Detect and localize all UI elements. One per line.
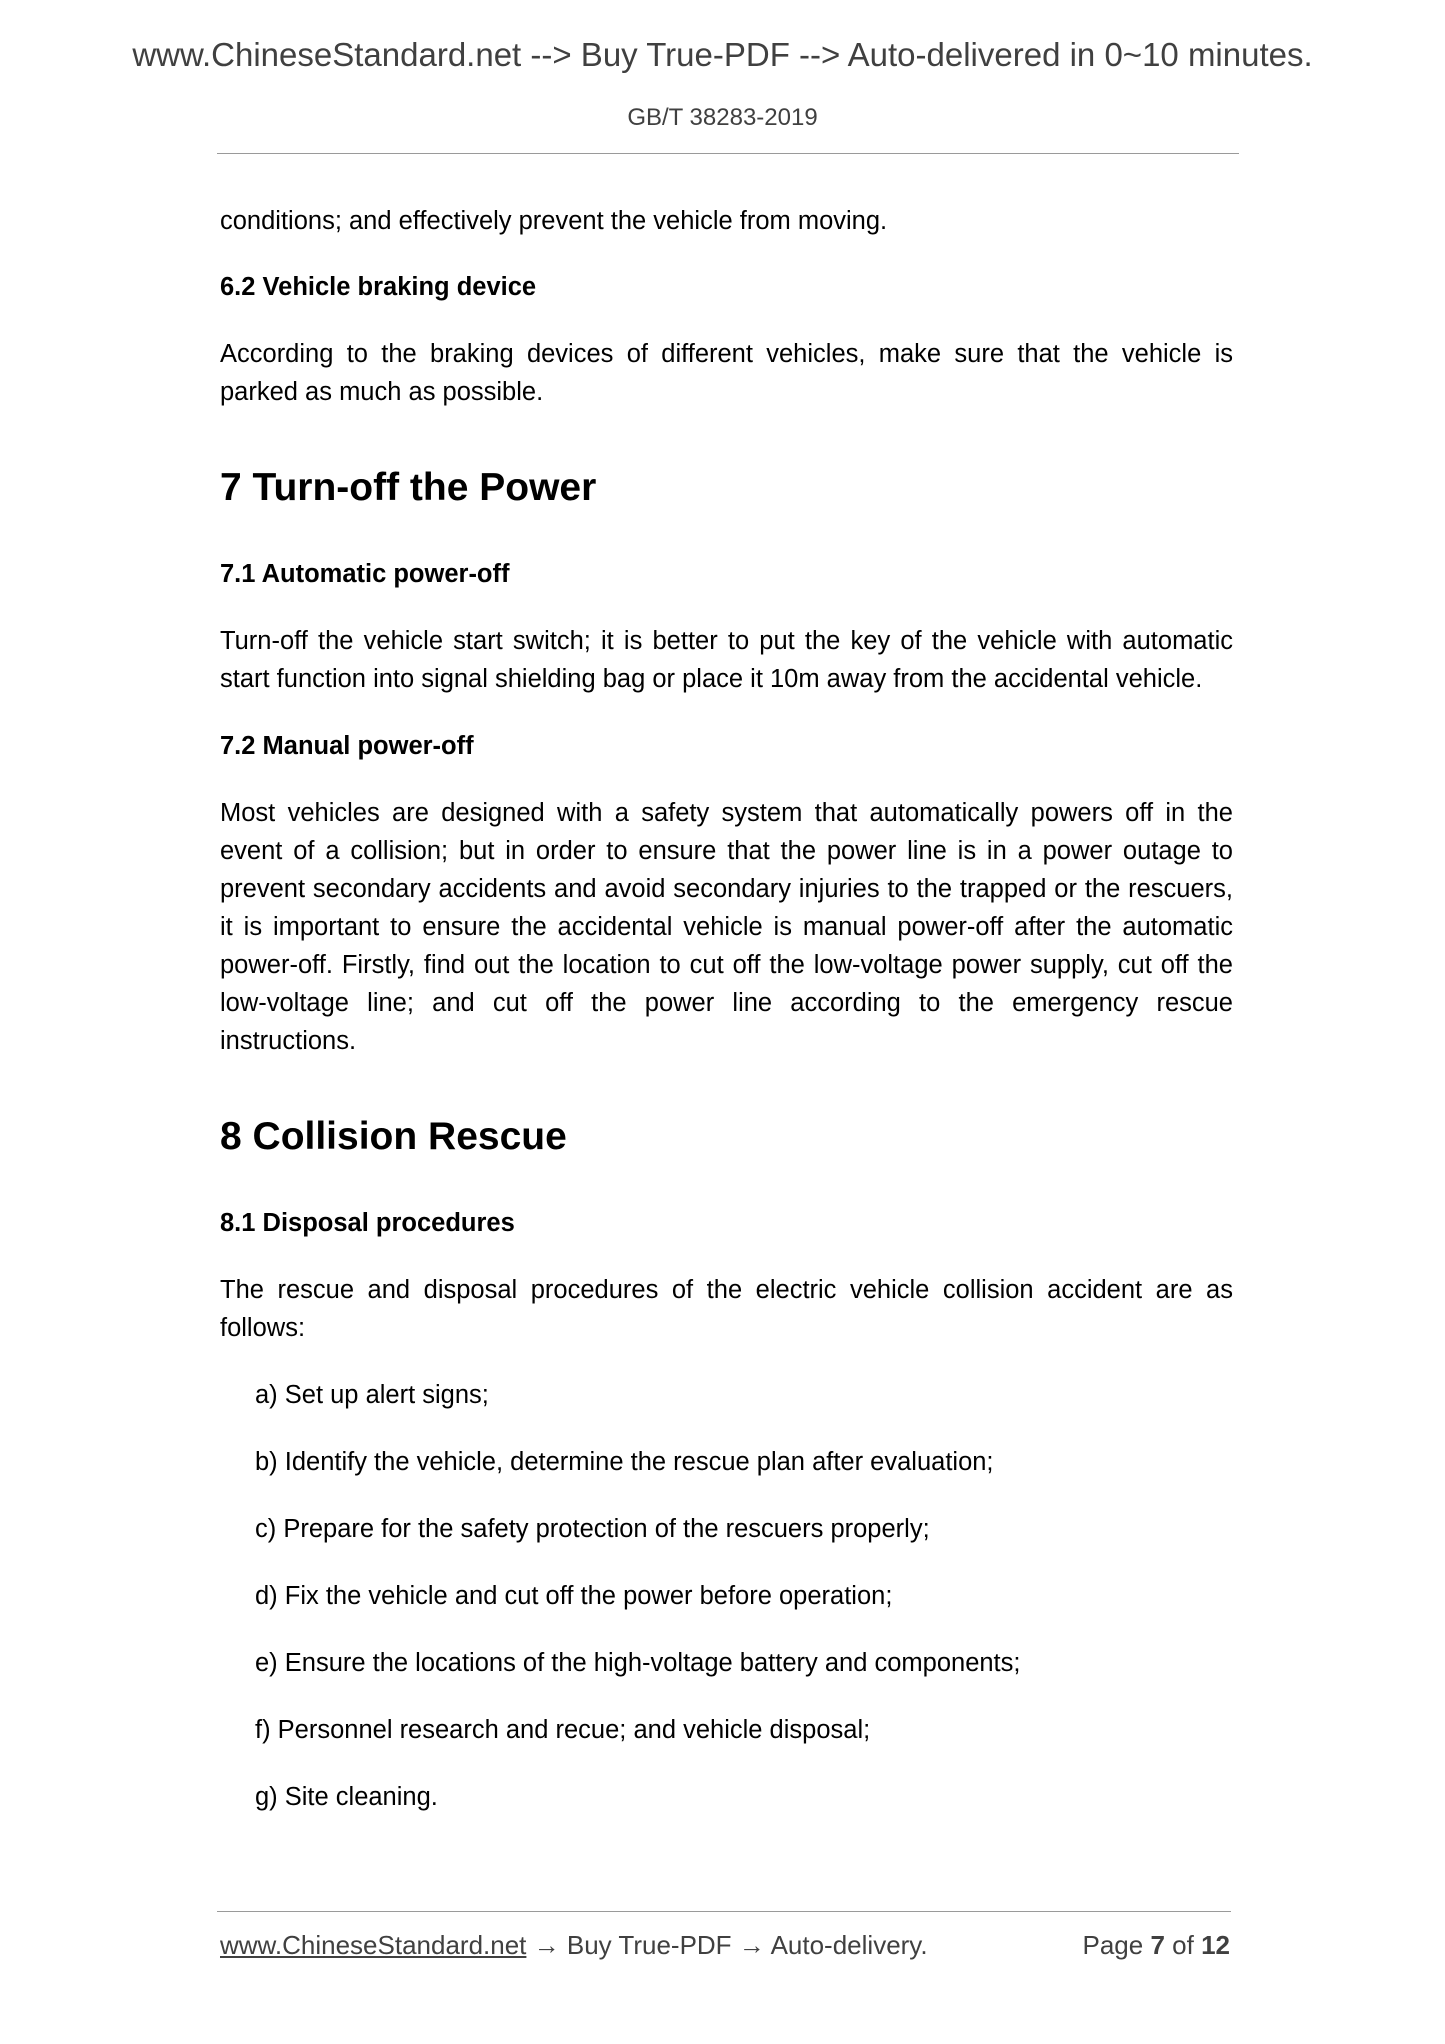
top-banner: www.ChineseStandard.net --> Buy True-PDF --> Auto-delivered in 0~10 minutes. bbox=[132, 36, 1313, 73]
list-item: g) Site cleaning. bbox=[255, 1783, 438, 1811]
list-item: e) Ensure the locations of the high-voltage battery and components; bbox=[255, 1649, 1021, 1677]
section-7-1-heading: 7.1 Automatic power-off bbox=[220, 560, 510, 588]
list-item: b) Identify the vehicle, determine the rescue plan after evaluation; bbox=[255, 1448, 994, 1476]
procedure-list bbox=[220, 1376, 1233, 1816]
list-item: f) Personnel research and recue; and vehicle disposal; bbox=[255, 1716, 871, 1744]
list-item: c) Prepare for the safety protection of the rescuers properly; bbox=[255, 1515, 930, 1543]
footer-divider bbox=[217, 1911, 1231, 1912]
of-label: of bbox=[1172, 1930, 1194, 1960]
page-content bbox=[220, 202, 1233, 1816]
page-label: Page bbox=[1082, 1930, 1144, 1960]
footer-tagline: → Buy True-PDF → Auto-delivery. bbox=[526, 1930, 928, 1960]
footer-website-link[interactable]: www.ChineseStandard.net bbox=[220, 1930, 527, 1960]
section-7-1-paragraph: Turn-off the vehicle start switch; it is better to put the key of the vehicle with automatic start function into signal shielding bag or place it 10m away from the accidental vehicle. bbox=[220, 627, 1233, 693]
header-divider bbox=[217, 153, 1239, 154]
section-7-2-paragraph: Most vehicles are designed with a safety system that automatically powers off in the event of a collision; but in order to ensure that the power line is in a power outage to prevent secondary accidents and avoid secondary injuries to the trapped or the rescuers, it is important to ensure the accidental vehicle is manual power-off after the automatic power-off. Firstly, find out the location to cut off the low-voltage power supply, cut off the low-voltage line; and cut off the power line according to the emergency rescue instructions. bbox=[220, 799, 1233, 1055]
section-8-1-paragraph: The rescue and disposal procedures of the electric vehicle collision accident are as follows: bbox=[220, 1276, 1233, 1342]
section-8-heading: 8 Collision Rescue bbox=[220, 1115, 567, 1158]
page-total: 12 bbox=[1201, 1930, 1230, 1960]
list-item: a) Set up alert signs; bbox=[255, 1381, 489, 1409]
list-item: d) Fix the vehicle and cut off the power before operation; bbox=[255, 1582, 893, 1610]
intro-paragraph: conditions; and effectively prevent the vehicle from moving. bbox=[220, 207, 888, 235]
document-code: GB/T 38283-2019 bbox=[627, 104, 818, 131]
page-indicator bbox=[1082, 1930, 1230, 1961]
section-7-heading: 7 Turn-off the Power bbox=[220, 466, 597, 509]
section-6-2-heading: 6.2 Vehicle braking device bbox=[220, 273, 537, 301]
section-7-2-heading: 7.2 Manual power-off bbox=[220, 732, 474, 760]
page-number: 7 bbox=[1150, 1930, 1165, 1960]
page-footer bbox=[220, 1930, 1230, 1961]
section-6-2-paragraph: According to the braking devices of different vehicles, make sure that the vehicle is parked as much as possible. bbox=[220, 340, 1233, 406]
section-8-1-heading: 8.1 Disposal procedures bbox=[220, 1209, 515, 1237]
